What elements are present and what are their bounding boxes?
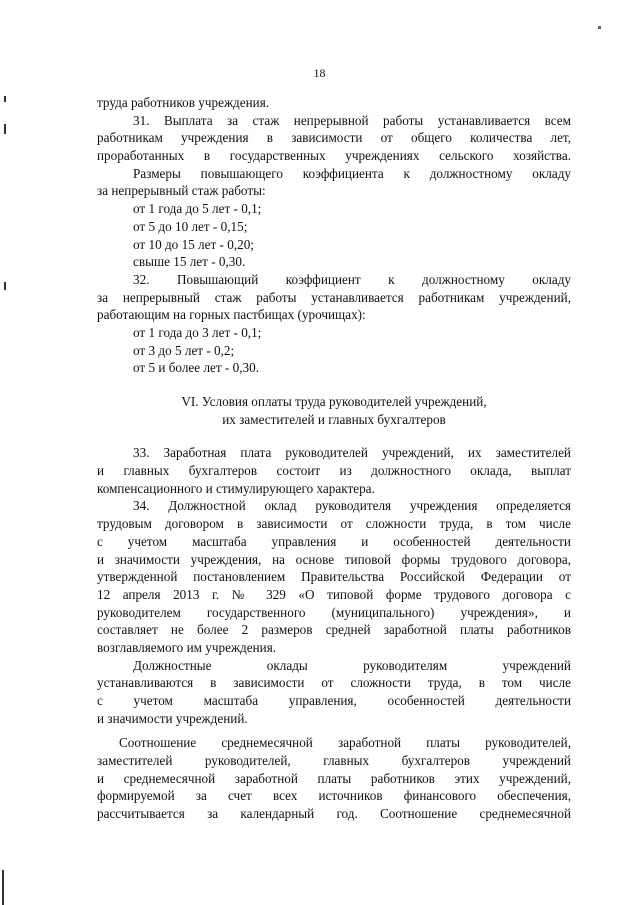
text-line: за непрерывный стаж работы: <box>97 183 266 199</box>
scan-mark <box>598 26 601 29</box>
scan-mark <box>4 124 6 134</box>
text-line: 31. Выплата за стаж непрерывной работы устанавливается всем <box>133 112 571 128</box>
text-line: утвержденной постановлением Правительства Российской Федерации от <box>97 569 571 585</box>
text-line: руководителем государственного (муниципального) учреждения», и <box>97 604 571 620</box>
list-item: от 5 и более лет - 0,30. <box>133 360 259 376</box>
section-heading: VI. Условия оплаты труда руководителей учреждений, <box>181 394 487 409</box>
text-line: 32. Повышающий коэффициент к должностному окладу <box>133 271 571 287</box>
text-line: и значимости учреждений. <box>97 710 248 726</box>
list-item: от 1 года до 5 лет - 0,1; <box>133 201 262 217</box>
text-line: Соотношение среднемесячной заработной платы руководителей, <box>119 735 571 751</box>
text-line: устанавливаются в зависимости от сложности труда, в том числе <box>97 675 571 691</box>
text-line: и значимости учреждения, на основе типовой формы трудового договора, <box>97 551 571 567</box>
text-line: рассчитывается за календарный год. Соотношение среднемесячной <box>97 806 571 822</box>
text-line: 33. Заработная плата руководителей учреждений, их заместителей <box>133 445 571 461</box>
text-line: формируемой за счет всех источников финансового обеспечения, <box>97 788 571 804</box>
text-line: с учетом масштаба управления, особенностей деятельности <box>97 693 571 708</box>
text-line: труда работников учреждения. <box>97 95 270 110</box>
list-item: свыше 15 лет - 0,30. <box>133 254 246 270</box>
text-line: 12 апреля 2013 г. № 329 «О типовой форме трудового договора с <box>97 586 571 602</box>
text-line: Размеры повышающего коэффициента к должностному окладу <box>133 165 571 181</box>
document-body <box>97 94 571 823</box>
text-line: возглавляемого им учреждения. <box>97 639 277 655</box>
text-line: и главных бухгалтеров состоит из должностного оклада, выплат <box>97 463 571 479</box>
list-item: от 3 до 5 лет - 0,2; <box>133 342 235 358</box>
text-line: и среднемесячной заработной платы работников этих учреждений, <box>97 770 571 786</box>
scan-mark <box>4 96 6 102</box>
list-item: от 1 года до 3 лет - 0,1; <box>133 324 262 340</box>
text-line: трудовым договором в зависимости от сложности труда, в том числе <box>97 516 571 532</box>
list-item: от 5 до 10 лет - 0,15; <box>133 218 248 234</box>
text-line: за непрерывный стаж работы устанавливается работникам учреждений, <box>97 289 571 305</box>
text-line: работающим на горных пастбищах (урочищах): <box>97 307 366 323</box>
scan-mark <box>4 282 6 290</box>
text-line: заместителей руководителей, главных бухгалтеров учреждений <box>97 753 571 769</box>
text-line: Должностные оклады руководителям учреждений <box>133 657 571 673</box>
text-line: компенсационного и стимулирующего характера. <box>97 480 375 496</box>
list-item: от 10 до 15 лет - 0,20; <box>133 236 254 252</box>
text-line: с учетом масштаба управления и особенностей деятельности <box>97 533 571 549</box>
page-number: 18 <box>313 66 326 80</box>
section-heading: их заместителей и главных бухгалтеров <box>222 411 446 427</box>
text-line: 34. Должностной оклад руководителя учреждения определяется <box>133 498 571 514</box>
text-line: составляет не более 2 размеров средней заработной платы работников <box>97 622 571 638</box>
text-line: проработанных в государственных учреждениях сельского хозяйства. <box>97 148 571 164</box>
text-line: работникам учреждения в зависимости от общего количества лет, <box>97 130 571 146</box>
scan-mark <box>2 870 4 905</box>
